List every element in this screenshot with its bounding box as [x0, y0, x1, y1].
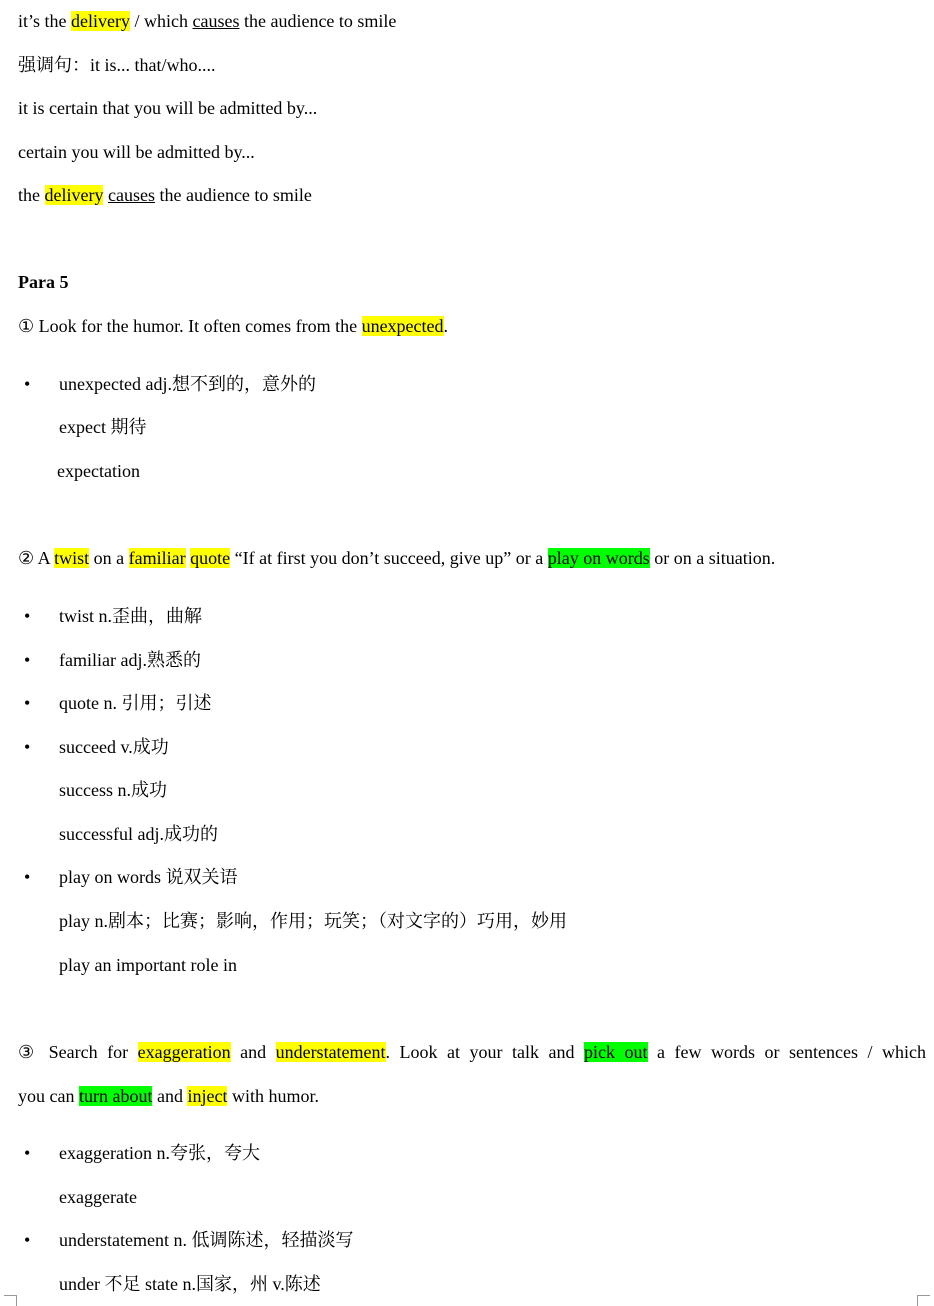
highlight: inject: [187, 1086, 228, 1106]
vocab-item: unexpected adj.想不到的，意外的: [59, 374, 316, 394]
highlight: turn about: [78, 1086, 153, 1106]
bullet: •: [24, 867, 31, 887]
page-corner-mark: [4, 1295, 17, 1306]
vocab-item: expectation: [57, 461, 140, 481]
highlight: twist: [54, 548, 90, 568]
vocab-item: expect 期待: [59, 417, 147, 437]
text: with humor.: [227, 1086, 319, 1106]
bullet: •: [24, 650, 31, 670]
highlight: exaggeration: [137, 1042, 231, 1062]
highlight: pick out: [584, 1042, 648, 1062]
text: on a: [89, 548, 129, 568]
highlight: delivery: [71, 11, 130, 31]
text: ② A: [18, 548, 55, 568]
vocab-item: quote n. 引用；引述: [59, 693, 212, 713]
page-corner-mark: [917, 1295, 930, 1306]
highlight: familiar: [128, 548, 186, 568]
text: .: [443, 316, 449, 336]
vocab-item: understatement n. 低调陈述，轻描淡写: [59, 1230, 354, 1250]
text: / which: [129, 11, 193, 31]
text: or on a situation.: [649, 548, 776, 568]
vocab-item: under 不足 state n.国家，州 v.陈述: [59, 1274, 321, 1294]
text: ① Look for the humor. It often comes from the: [18, 316, 362, 336]
highlight: play on words: [547, 548, 650, 568]
text-line: it is certain that you will be admitted by...: [18, 98, 318, 118]
text: “If at first you don’t succeed, give up” or a: [230, 548, 548, 568]
text: it’s the: [18, 11, 71, 31]
text: and: [152, 1086, 188, 1106]
text-line: 强调句：it is... that/who....: [18, 55, 216, 75]
text: the: [18, 185, 45, 205]
text-line: [18, 184, 312, 206]
vocab-item: play an important role in: [59, 955, 237, 975]
underlined-text: causes: [192, 11, 240, 31]
bullet: •: [24, 1143, 31, 1163]
text: . Look at your talk and: [385, 1042, 585, 1062]
vocab-item: twist n.歪曲，曲解: [59, 606, 203, 626]
highlight: understatement: [275, 1042, 386, 1062]
text: a few words or sentences / which: [647, 1042, 926, 1062]
vocab-item: play n.剧本；比赛；影响，作用；玩笑；（对文字的）巧用，妙用: [59, 911, 567, 931]
sentence-continuation: [18, 1085, 319, 1107]
vocab-item: successful adj.成功的: [59, 824, 218, 844]
bullet: •: [24, 374, 31, 394]
bullet: •: [24, 693, 31, 713]
vocab-item: exaggeration n.夸张，夸大: [59, 1143, 260, 1163]
vocab-item: familiar adj.熟悉的: [59, 650, 201, 670]
text: the audience to smile: [154, 185, 312, 205]
sentence: [18, 547, 775, 569]
sentence: [18, 315, 448, 337]
sentence: [18, 1041, 926, 1063]
bullet: •: [24, 737, 31, 757]
text: you can: [18, 1086, 79, 1106]
highlight: quote: [190, 548, 231, 568]
vocab-item: succeed v.成功: [59, 737, 169, 757]
vocab-item: exaggerate: [59, 1187, 137, 1207]
vocab-item: success n.成功: [59, 780, 167, 800]
text: ③ Search for: [18, 1042, 138, 1062]
text: and: [230, 1042, 276, 1062]
underlined-text: causes: [107, 185, 155, 205]
text-line: certain you will be admitted by...: [18, 142, 255, 162]
section-heading: Para 5: [18, 272, 69, 292]
highlight: delivery: [44, 185, 104, 205]
highlight: unexpected: [361, 316, 444, 336]
bullet: •: [24, 606, 31, 626]
text: the audience to smile: [239, 11, 397, 31]
text-line: [18, 10, 396, 32]
bullet: •: [24, 1230, 31, 1250]
vocab-item: play on words 说双关语: [59, 867, 238, 887]
